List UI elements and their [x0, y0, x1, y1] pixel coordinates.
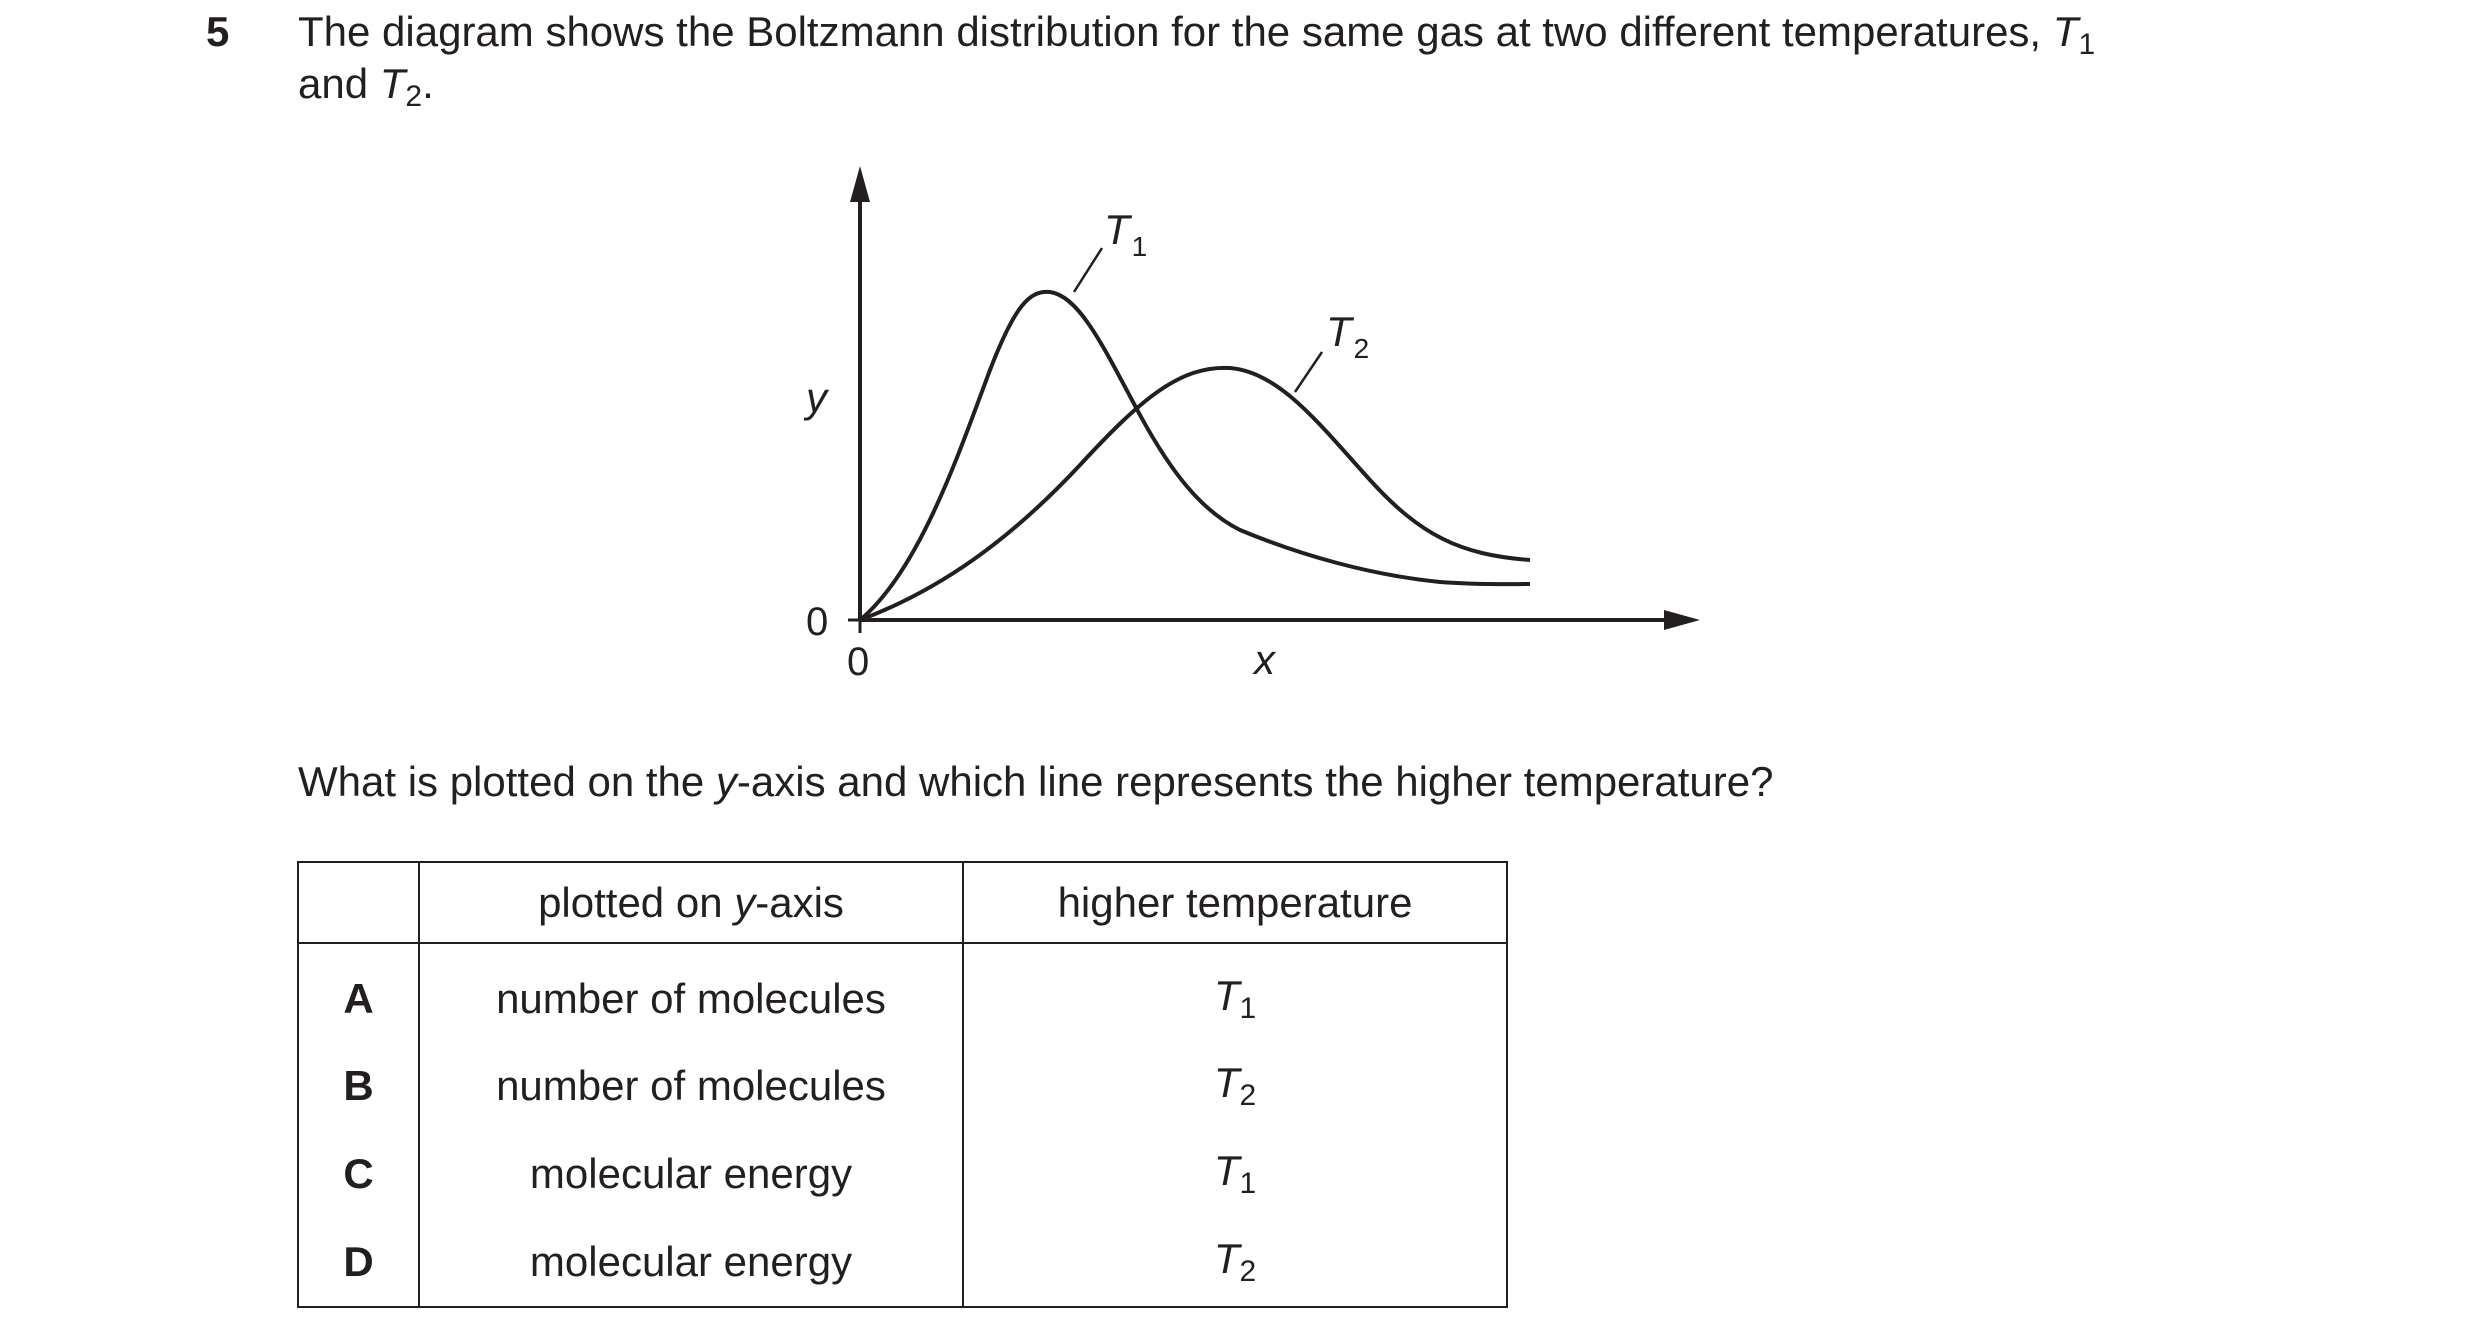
- question-prompt: [298, 756, 1774, 808]
- option-letter[interactable]: D: [298, 1218, 419, 1307]
- y-origin-label: 0: [806, 600, 829, 644]
- t1-subscript: 1: [2078, 28, 2096, 61]
- y-axis-label: y: [806, 374, 827, 421]
- x-axis-label: x: [1254, 636, 1275, 683]
- option-letter[interactable]: A: [298, 943, 419, 1042]
- y-axis-arrow: [850, 166, 870, 202]
- header-temperature: higher temperature: [963, 862, 1507, 943]
- curve-t2-subscript: 2: [1353, 333, 1370, 364]
- table-row[interactable]: [298, 1218, 1507, 1307]
- option-temp-subscript: 1: [1239, 992, 1257, 1025]
- table-row[interactable]: [298, 1130, 1507, 1218]
- option-temperature: [963, 1218, 1507, 1307]
- header-plotted: [419, 862, 963, 943]
- curve-t1-subscript: 1: [1131, 231, 1148, 262]
- t2-subscript: 2: [405, 80, 423, 113]
- option-temp-symbol: T: [1213, 1059, 1240, 1106]
- option-temp-subscript: 1: [1239, 1167, 1257, 1200]
- option-plotted: molecular energy: [419, 1218, 963, 1307]
- table-row[interactable]: [298, 1042, 1507, 1130]
- t2-leader-line: [1295, 352, 1322, 392]
- curve-t1-label: $T_1$: [1104, 206, 1148, 262]
- option-temp-symbol: T: [1213, 1147, 1240, 1194]
- question-number: 5: [206, 8, 230, 55]
- option-temperature: [963, 1130, 1507, 1218]
- stem-and-visible: and: [298, 60, 380, 107]
- option-plotted: number of molecules: [419, 1042, 963, 1130]
- stem-text: The diagram shows the Boltzmann distribution for the same gas at two different temperatures,: [298, 8, 2053, 55]
- option-plotted: number of molecules: [419, 943, 963, 1042]
- header-plotted-suffix: -axis: [755, 878, 844, 926]
- option-letter[interactable]: B: [298, 1042, 419, 1130]
- x-origin-label: 0: [847, 640, 870, 684]
- option-plotted: molecular energy: [419, 1130, 963, 1218]
- stem-end: .: [422, 60, 434, 107]
- curve-t2-label: $T_2$: [1326, 308, 1370, 364]
- header-plotted-axis: y: [734, 878, 756, 926]
- prompt-before: What is plotted on the: [298, 758, 716, 805]
- option-temp-symbol: T: [1213, 972, 1240, 1019]
- question-stem: [298, 6, 2358, 113]
- option-temp-subscript: 2: [1239, 1079, 1257, 1112]
- option-temp-symbol: T: [1213, 1235, 1240, 1282]
- option-temperature: [963, 943, 1507, 1042]
- x-axis-arrow: [1664, 610, 1700, 630]
- header-plotted-text: plotted on: [538, 878, 735, 926]
- option-temp-subscript: 2: [1239, 1255, 1257, 1288]
- prompt-after: -axis and which line represents the higher temperature?: [736, 758, 1774, 805]
- t1-symbol: T: [2052, 8, 2079, 55]
- prompt-axis: y: [715, 758, 737, 805]
- header-empty-cell: [298, 862, 419, 943]
- boltzmann-svg: [760, 150, 1720, 710]
- table-row[interactable]: [298, 943, 1507, 1042]
- t1-leader-line: [1074, 248, 1102, 292]
- boltzmann-diagram: [760, 150, 1720, 710]
- option-temperature: [963, 1042, 1507, 1130]
- answer-table: [297, 861, 1508, 1308]
- t2-symbol: T: [379, 60, 406, 107]
- option-letter[interactable]: C: [298, 1130, 419, 1218]
- table-header-row: [298, 862, 1507, 943]
